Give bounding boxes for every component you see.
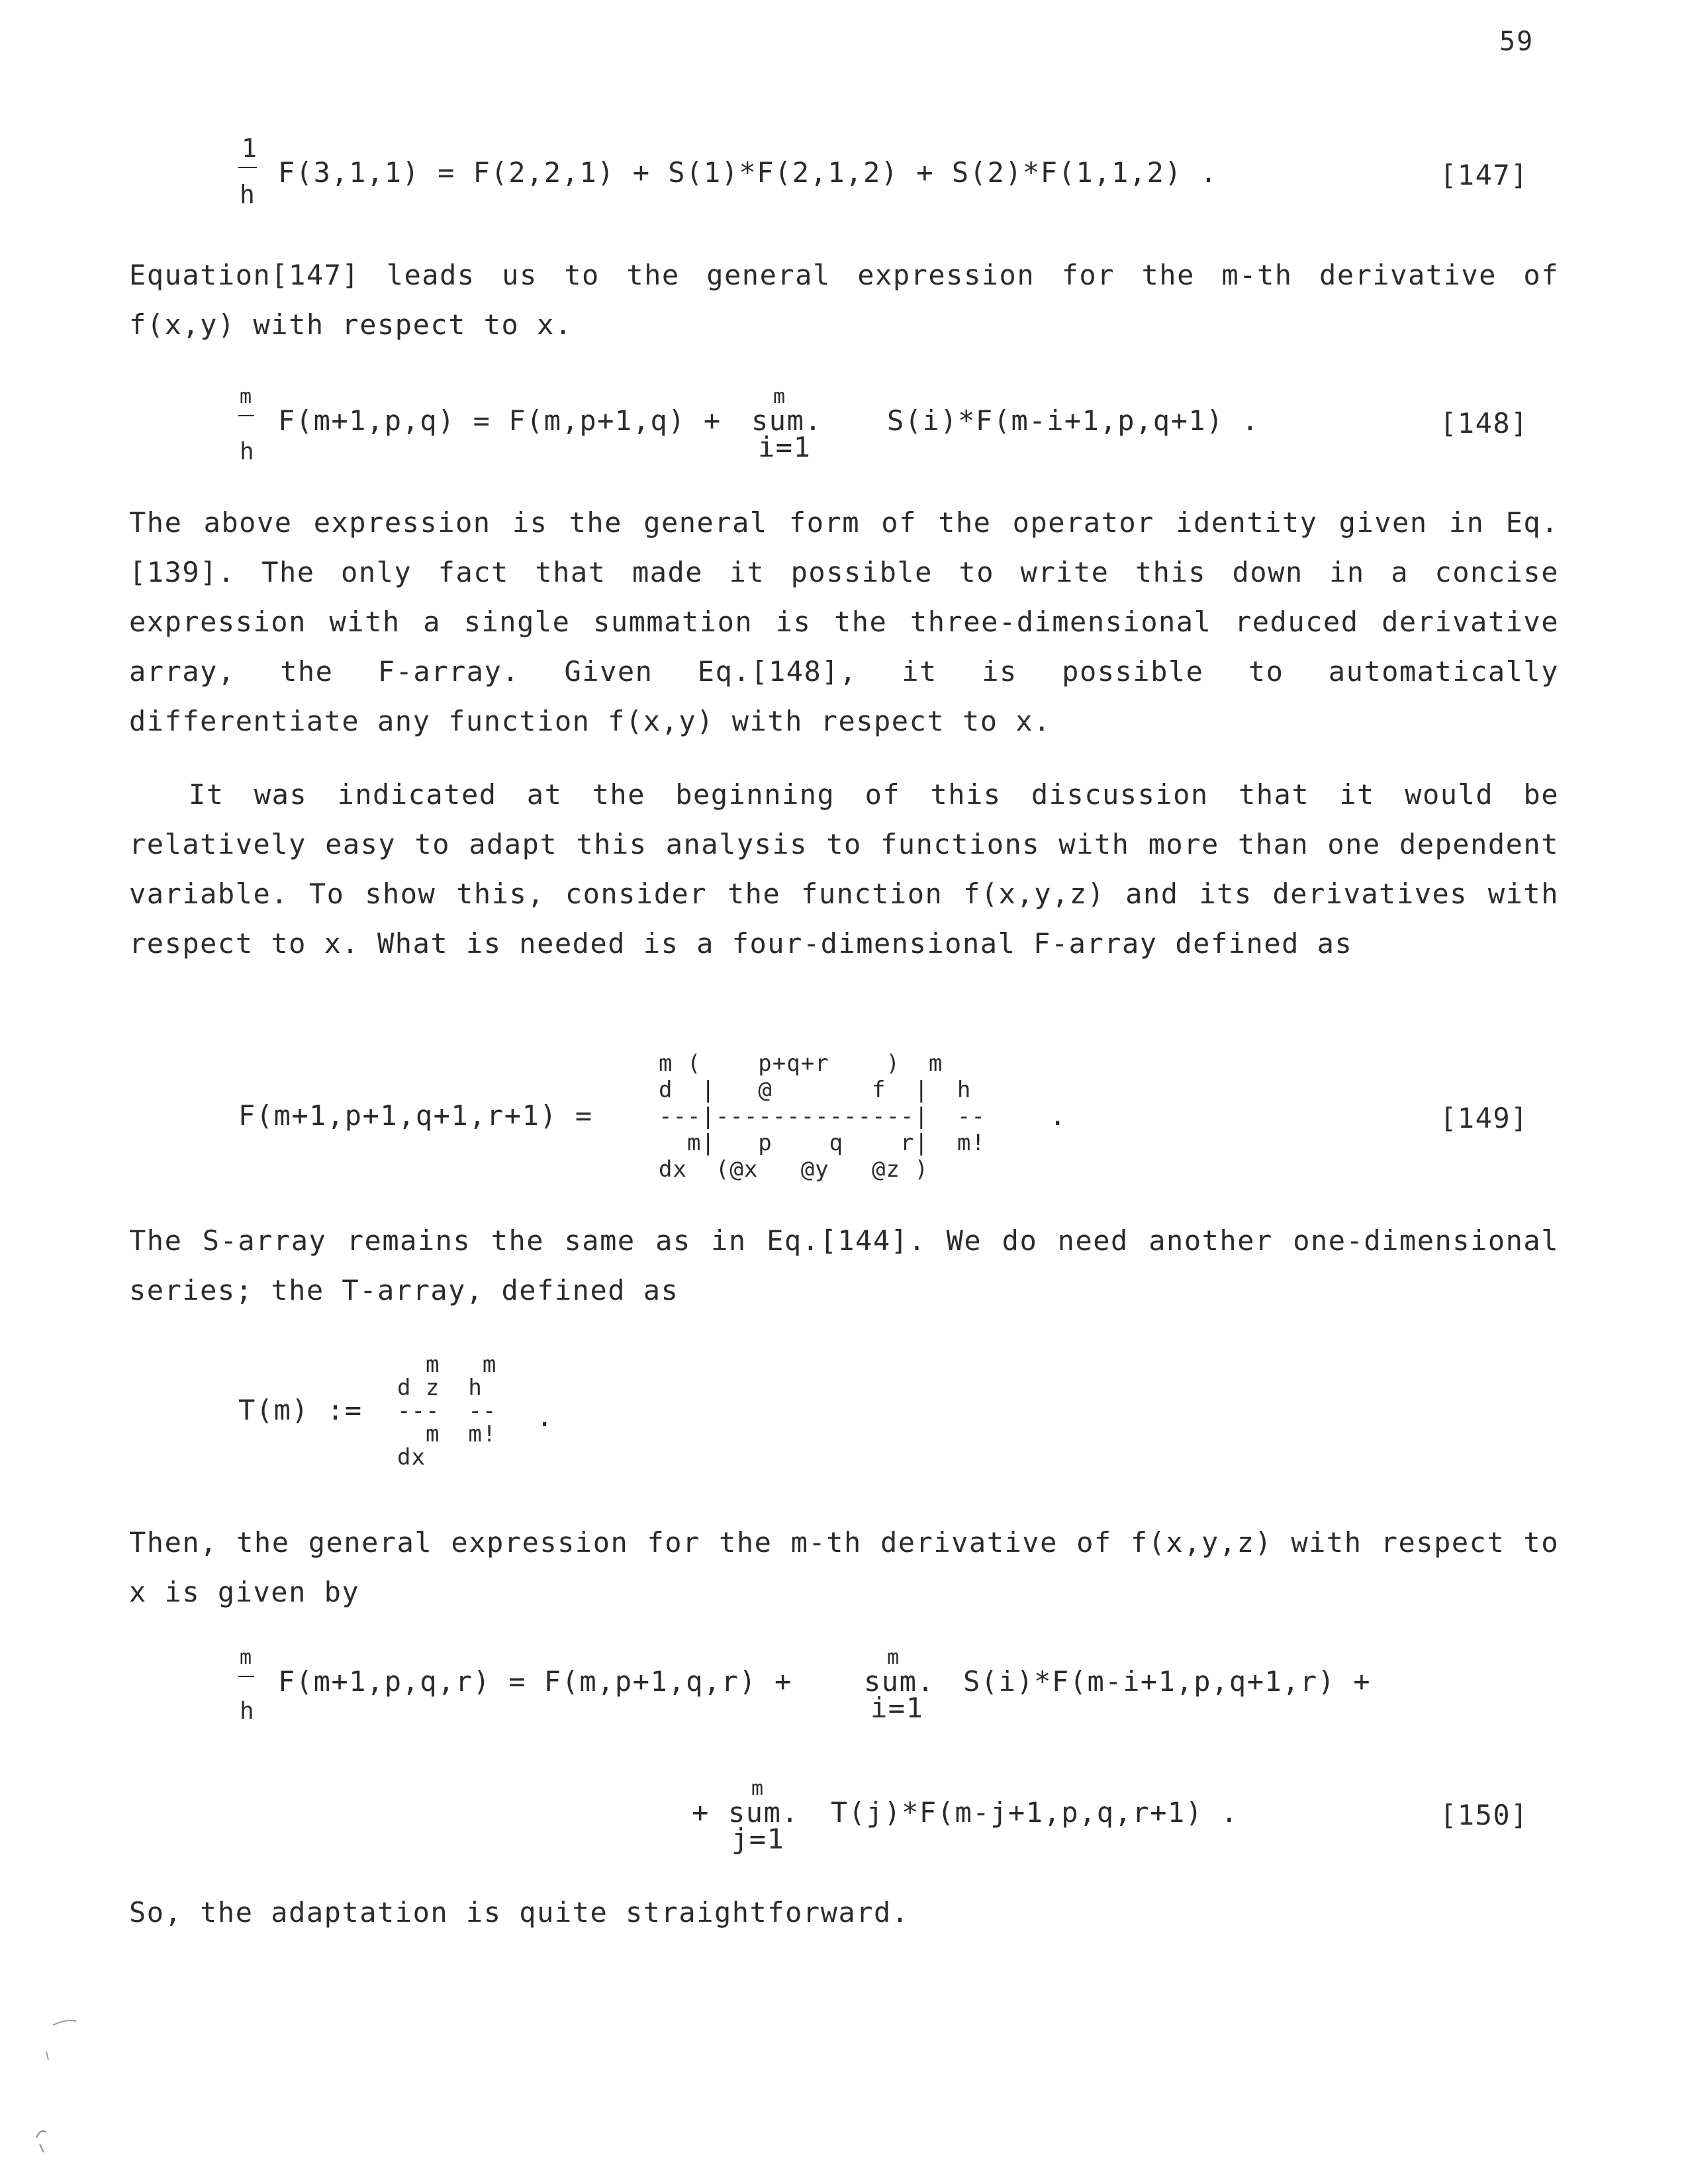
paragraph-5: Then, the general expression for the m-th derivative of f(x,y,z) with respect to x is given by — [129, 1526, 1559, 1608]
eq150a-denominator: h — [240, 1698, 255, 1725]
paragraph-2: The above expression is the general form of the operator identity given in Eq.[139]. The only fact that made it possible to write this down in a concise expression with a single summation is the three-dimensional reduced derivative array, the F-array. Given Eq.[148], it is possible to automatically differentiate any function f(x,y) with respect to x. — [129, 506, 1559, 737]
eq150a-sum-upper: m — [887, 1646, 900, 1669]
eq150b-sum-upper: m — [751, 1777, 765, 1800]
eq150a-fraction-bar — [238, 1676, 254, 1677]
eq148-label: [148] — [1440, 407, 1528, 439]
eq149-lhs: F(m+1,p+1,q+1,r+1) = — [238, 1099, 593, 1132]
scan-speckle-marks — [26, 2012, 86, 2164]
eq150b-sum-lower: j=1 — [731, 1823, 785, 1855]
eq150a-numerator: m — [240, 1646, 253, 1669]
eq149-line-1: m ( p+q+r ) m — [659, 1050, 943, 1077]
eqt-line-5: dx — [397, 1444, 426, 1471]
eq148-rhs: S(i)*F(m-i+1,p,q+1) . — [887, 404, 1260, 437]
eq147-label: [147] — [1440, 159, 1528, 191]
eqt-line-3: --- -- — [397, 1398, 497, 1424]
eq147-body: F(3,1,1) = F(2,2,1) + S(1)*F(2,1,2) + S(2)*F(1,1,2) . — [278, 156, 1218, 189]
eq148-denominator: h — [240, 438, 255, 465]
eq148-sum-lower: i=1 — [758, 431, 812, 463]
eq149-dot: . — [1049, 1099, 1067, 1132]
paragraph-3: It was indicated at the beginning of this discussion that it would be relatively easy to adapt this analysis to functions with more than one dependent variable. To show this, consider the function f(x,y,z) and its derivatives with respect to x. What is needed is a four-dimensional F-array defined as — [129, 778, 1559, 960]
eqt-line-2: d z h — [397, 1375, 483, 1401]
eq150a-sum-lower: i=1 — [870, 1692, 924, 1724]
paragraph-4: The S-array remains the same as in Eq.[144]. We do need another one-dimensional series; the T-array, defined as — [129, 1224, 1559, 1306]
eq150b-plus: + — [692, 1796, 710, 1829]
paragraph-1: Equation[147] leads us to the general expression for the m-th derivative of f(x,y) with respect to x. — [129, 259, 1559, 341]
eqt-line-1: m m — [397, 1351, 497, 1378]
eq149-line-3: ---|--------------| -- — [659, 1103, 986, 1130]
page-number: 59 — [1499, 26, 1534, 57]
eqt-lhs: T(m) := — [238, 1394, 363, 1426]
eq148-sum: sum. — [751, 404, 823, 437]
eq150a-rhs: S(i)*F(m-i+1,p,q+1,r) + — [963, 1665, 1372, 1698]
eq148-numerator: m — [240, 385, 253, 408]
eq149-line-5: dx (@x @y @z ) — [659, 1156, 929, 1183]
eq150b-sum: sum. — [728, 1796, 800, 1829]
eqt-dot: . — [536, 1400, 554, 1433]
eq149-line-4: m| p q r| m! — [659, 1130, 986, 1156]
eq147-denominator: h — [240, 180, 256, 209]
eq148-sum-upper: m — [773, 385, 786, 408]
eq150-label: [150] — [1440, 1799, 1528, 1831]
eq150a-sum: sum. — [864, 1665, 935, 1698]
eq147-fraction-bar — [238, 167, 257, 168]
eq147-numerator: 1 — [242, 134, 258, 163]
eq150b-rhs: T(j)*F(m-j+1,p,q,r+1) . — [831, 1796, 1239, 1829]
eq149-label: [149] — [1440, 1102, 1528, 1134]
eq150a-lhs: F(m+1,p,q,r) = F(m,p+1,q,r) + — [278, 1665, 792, 1698]
paragraph-6: So, the adaptation is quite straightforward. — [129, 1896, 910, 1929]
eq148-lhs: F(m+1,p,q) = F(m,p+1,q) + — [278, 404, 722, 437]
eq148-fraction-bar — [238, 415, 254, 416]
eq149-line-2: d | @ f | h — [659, 1077, 972, 1103]
eqt-line-4: m m! — [397, 1421, 497, 1447]
